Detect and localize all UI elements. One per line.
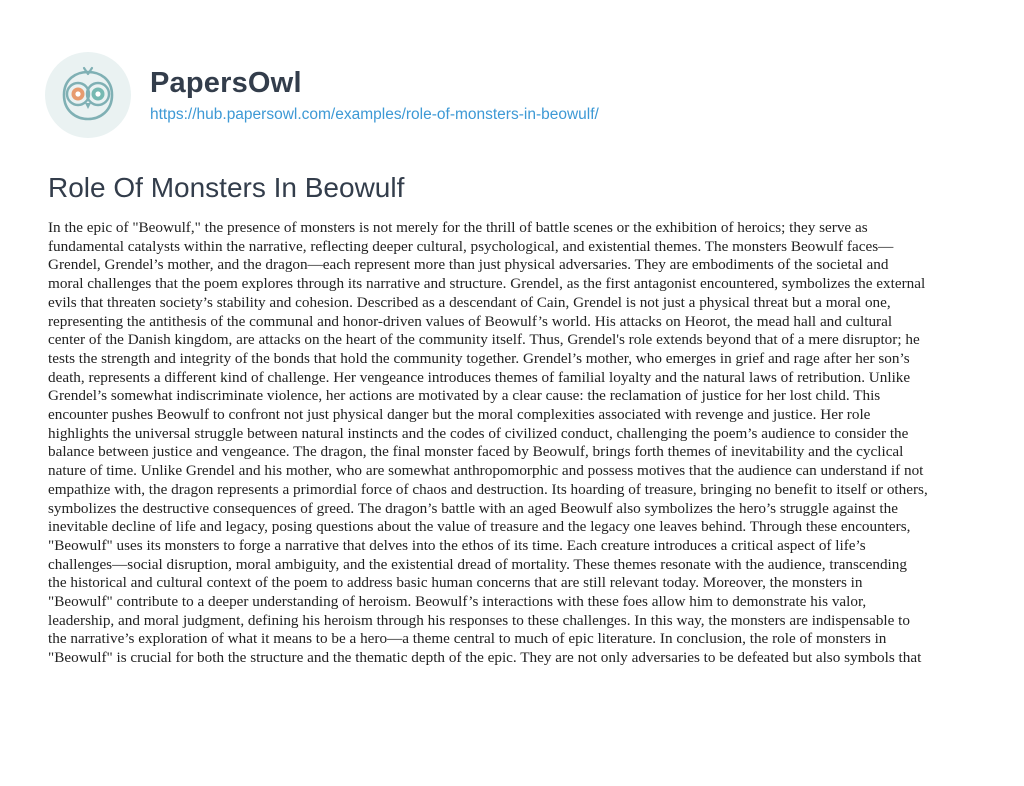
article-line: highlights the universal struggle between natural instincts and the codes of civilized conduct, challenging the poem’s audience to consider the bbox=[48, 424, 909, 442]
article-line: Grendel, Grendel’s mother, and the dragon—each represent more than just physical adversaries. They are embodiments of the societal and bbox=[48, 256, 889, 274]
article-line: fundamental catalysts within the narrative, reflecting deeper cultural, psychological, and existential themes. The monsters Beowulf faces— bbox=[48, 237, 894, 255]
article-line: Grendel’s somewhat indiscriminate violence, her actions are motivated by a clear cause: the reclamation of justice for her lost child. This bbox=[48, 387, 881, 405]
article-line: the narrative’s exploration of what it means to be a hero—a theme central to much of epic literature. In conclusion, the role of monsters in bbox=[48, 630, 887, 648]
owl-icon[interactable] bbox=[45, 52, 131, 138]
article-line: balance between justice and vengeance. The dragon, the final monster faced by Beowulf, brings forth themes of inevitability and the cyclical bbox=[48, 443, 904, 461]
article-line: "Beowulf" is crucial for both the structure and the thematic depth of the epic. They are not only adversaries to be defeated but also symbols that bbox=[48, 649, 922, 667]
source-url-link[interactable]: https://hub.papersowl.com/examples/role-of-monsters-in-beowulf/ bbox=[150, 105, 599, 123]
article-line: representing the antithesis of the communal and honor-driven values of Beowulf’s world. His attacks on Heorot, the mead hall and cultural bbox=[48, 312, 893, 330]
article-line: leadership, and moral judgment, defining his heroism through his responses to these challenges. In this way, the monsters are indispensable to bbox=[48, 611, 910, 629]
article-line: center of the Danish kingdom, are attacks on the heart of the community itself. Thus, Grendel's role extends beyond that of a mere disruptor; he bbox=[48, 331, 920, 349]
article-body bbox=[48, 219, 985, 668]
article-line: inevitable decline of life and legacy, posing questions about the value of treasure and the legacy one leaves behind. Through these encounters, bbox=[48, 518, 911, 536]
article-line: challenges—social disruption, moral ambiguity, and the existential dread of mortality. These themes resonate with the audience, transcending bbox=[48, 555, 907, 573]
article-line: nature of time. Unlike Grendel and his mother, who are somewhat anthropomorphic and possess motives that the audience can understand if not bbox=[48, 462, 924, 480]
article-line: "Beowulf" contribute to a deeper understanding of heroism. Beowulf’s interactions with these foes allow him to demonstrate his valor, bbox=[48, 593, 867, 611]
article-line: tests the strength and integrity of the bonds that hold the community together. Grendel’s mother, who emerges in grief and rage after her son’s bbox=[48, 349, 910, 367]
page-title: Role Of Monsters In Beowulf bbox=[48, 172, 405, 203]
article-line: "Beowulf" uses its monsters to forge a narrative that delves into the ethos of its time. Each creature introduces a critical aspect of life’s bbox=[48, 536, 866, 554]
article-line: In the epic of "Beowulf," the presence of monsters is not merely for the thrill of battle scenes or the exhibition of heroics; they serve as bbox=[48, 219, 868, 236]
brand-name[interactable]: PapersOwl bbox=[150, 66, 302, 99]
brand-block bbox=[150, 65, 599, 126]
article-line: symbolizes the destructive consequences of greed. The dragon’s battle with an aged Beowulf also symbolizes the hero’s struggle against the bbox=[48, 499, 898, 517]
article-line: moral challenges that the poem explores through its narrative and structure. Grendel, as the first antagonist encountered, symbolizes the external bbox=[48, 275, 926, 293]
article-line: evils that threaten society’s stability and cohesion. Described as a descendant of Cain, Grendel is not just a physical threat but a moral one, bbox=[48, 293, 891, 311]
article-line: death, represents a different kind of challenge. Her vengeance introduces themes of familial loyalty and the natural laws of retribution. Unlike bbox=[48, 368, 911, 386]
article-line: the historical and cultural context of the poem to address basic human concerns that are still relevant today. Moreover, the monsters in bbox=[48, 574, 863, 592]
site-header bbox=[45, 52, 599, 138]
owl-icon-graphic bbox=[58, 65, 118, 125]
article-line: empathize with, the dragon represents a primordial force of chaos and destruction. Its hoarding of treasure, bringing no benefit to itself or others, bbox=[48, 480, 928, 498]
article-line: encounter pushes Beowulf to confront not just physical danger but the moral complexities associated with revenge and justice. Her role bbox=[48, 406, 871, 424]
